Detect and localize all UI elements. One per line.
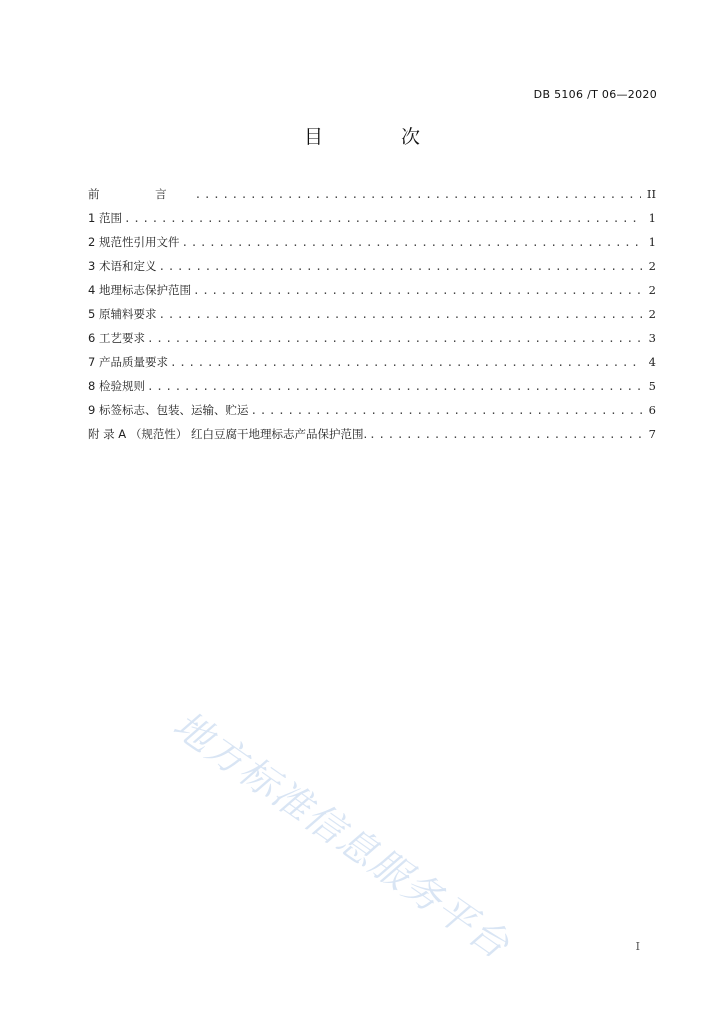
toc-leader-dots xyxy=(195,188,641,201)
toc-entry-raw-materials[interactable] xyxy=(88,306,656,330)
toc-leader-dots xyxy=(193,284,643,297)
document-code: DB 5106 /T 06—2020 xyxy=(533,88,657,101)
toc-leader-dots xyxy=(170,356,643,369)
toc-entry-label: 6 工艺要求 xyxy=(88,331,145,345)
toc-entry-page: 3 xyxy=(648,331,656,345)
toc-entry-label: 8 检验规则 xyxy=(88,379,145,393)
toc-entry-page: 6 xyxy=(648,403,656,417)
table-of-contents xyxy=(88,186,656,450)
toc-entry-page: 2 xyxy=(648,259,656,273)
toc-leader-dots xyxy=(250,404,642,417)
toc-entry-label: 1 范围 xyxy=(88,211,122,225)
toc-entry-label: 3 术语和定义 xyxy=(88,259,157,273)
toc-leader-dots xyxy=(158,260,642,273)
toc-entry-page: 2 xyxy=(648,307,656,321)
toc-entry-label: 4 地理标志保护范围 xyxy=(88,283,191,297)
watermark-text: 地方标准信息服务平台 xyxy=(165,702,519,968)
toc-entry-scope[interactable] xyxy=(88,210,656,234)
toc-entry-label: 2 规范性引用文件 xyxy=(88,235,180,249)
toc-entry-page: 1 xyxy=(648,211,656,225)
toc-entry-label: 7 产品质量要求 xyxy=(88,355,168,369)
toc-entry-process[interactable] xyxy=(88,330,656,354)
toc-entry-label: 前 言 xyxy=(88,187,193,201)
toc-entry-inspection[interactable] xyxy=(88,378,656,402)
toc-entry-quality[interactable] xyxy=(88,354,656,378)
toc-entry-label: 9 标签标志、包装、运输、贮运 xyxy=(88,403,249,417)
toc-entry-terms[interactable] xyxy=(88,258,656,282)
toc-entry-page: 7 xyxy=(648,427,656,441)
toc-leader-dots xyxy=(181,236,642,249)
toc-entry-protection-area[interactable] xyxy=(88,282,656,306)
toc-entry-label: 5 原辅料要求 xyxy=(88,307,157,321)
toc-entry-foreword[interactable] xyxy=(88,186,656,210)
toc-entry-page: 4 xyxy=(648,355,656,369)
toc-entry-page: 5 xyxy=(648,379,656,393)
toc-entry-page: 1 xyxy=(648,235,656,249)
toc-leader-dots xyxy=(147,332,643,345)
toc-entry-page: II xyxy=(646,187,656,201)
toc-leader-dots xyxy=(124,212,643,225)
page-number: I xyxy=(635,940,640,953)
toc-entry-label: 附 录 A （规范性） 红白豆腐干地理标志产品保护范围. xyxy=(88,427,368,441)
toc-entry-appendix-a[interactable] xyxy=(88,426,656,450)
toc-leader-dots xyxy=(147,380,643,393)
toc-entry-page: 2 xyxy=(648,283,656,297)
toc-leader-dots xyxy=(369,428,643,441)
toc-leader-dots xyxy=(158,308,642,321)
page-title: 目 次 xyxy=(303,126,457,148)
toc-entry-labeling[interactable] xyxy=(88,402,656,426)
toc-entry-normative-references[interactable] xyxy=(88,234,656,258)
